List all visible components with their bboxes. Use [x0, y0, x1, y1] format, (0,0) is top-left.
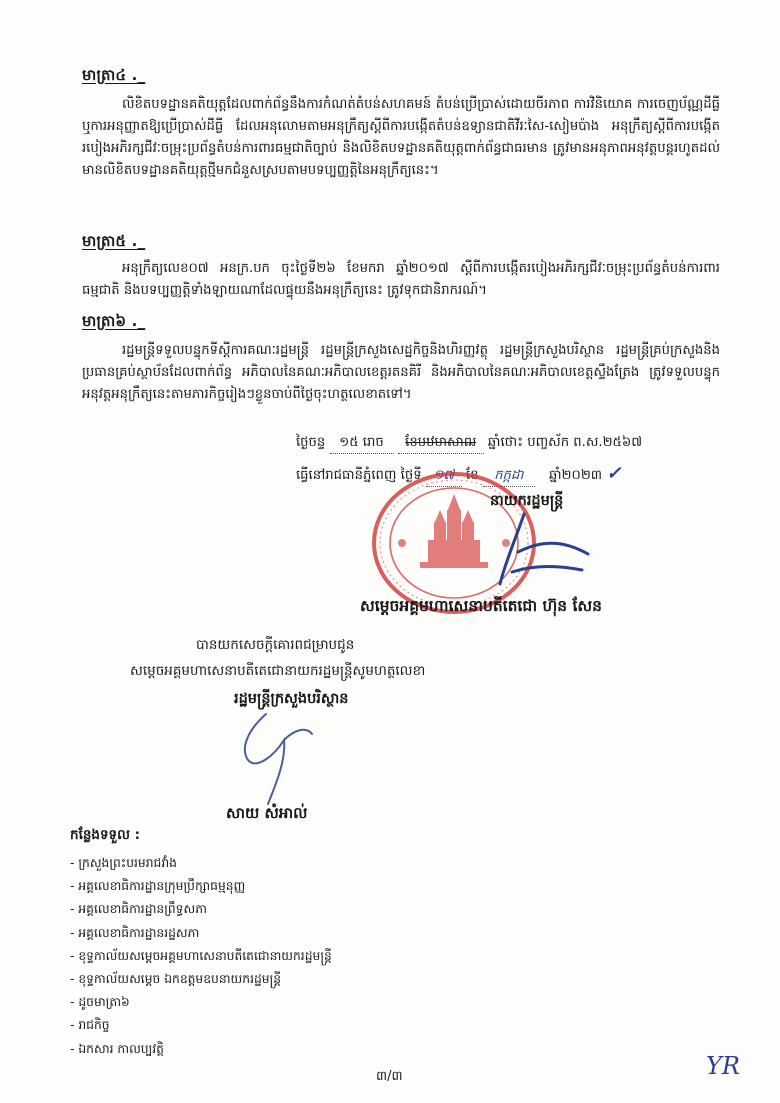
article-5-heading: មាត្រា៥ ._	[82, 232, 146, 250]
lunar-year: ឆ្នាំថោះ បញ្ចស័ក ព.ស.២៥៦៧	[487, 435, 643, 450]
place-and-day-label: ធ្វើនៅរាជធានីភ្នំពេញ ថ្ងៃទី	[296, 468, 422, 483]
checkmark-icon: ✓	[606, 463, 622, 484]
solar-month: កក្កដា	[483, 467, 535, 487]
article-6-body: រដ្ឋមន្ត្រីទទួលបន្ទុកទីស្តីការគណៈរដ្ឋមន្ត្រី រដ្ឋមន្ត្រីក្រសួងសេដ្ឋកិច្ចនិងហិរញ្ញវត្ថុ រដ្ឋមន្ត្រីក្រសួងបរិស្ថាន រដ្ឋមន្ត្រីគ្រប់ក្រសួងនិងប្រធានគ្រប់ស្ថាប័នដែលពាក់ព័ន្ធ អភិបាលនៃគណៈអភិបាលខេត្តរតនគិរី និងអភិបាលនៃគណៈអភិបាលខេត្តស្ទឹងត្រែង ត្រូវទទួលបន្ទុកអនុវត្តអនុក្រឹត្យនេះតាមភារកិច្ចរៀងៗខ្លួនចាប់ពីថ្ងៃចុះហត្ថលេខាតទៅ។	[82, 343, 720, 402]
lunar-month: ខែបឋមាសាឍ	[398, 434, 484, 454]
lunar-day-of-week: ថ្ងៃចន្ទ	[296, 435, 326, 450]
lunar-date-line	[296, 434, 642, 454]
article-5-body: អនុក្រឹត្យលេខ០៧ អនក្រ.បក ចុះថ្ងៃទី២៦ ខែមករា ឆ្នាំ២០១៧ ស្តីពីការបង្កើតរបៀងអភិរក្សជីវៈចម្រុះប្រព័ន្ធតំបន់ការពារធម្មជាតិ និងបទប្បញ្ញត្តិទាំងឡាយណាដែលផ្ទុយនឹងអនុក្រឹត្យនេះ ត្រូវទុកជានិរាករណ៍។	[82, 261, 720, 298]
minister-name: សាយ សំអាល់	[226, 804, 308, 822]
list-item: - អគ្គលេខាធិការដ្ឋានព្រឹទ្ធសភា	[70, 902, 207, 917]
list-item: - រាជកិច្ច	[70, 1018, 110, 1033]
prime-minister-signature	[476, 508, 596, 588]
list-item: - ខុទ្ទកាល័យសម្តេច ឯកឧត្តមឧបនាយករដ្ឋមន្ត្រី	[70, 971, 282, 986]
month-label: ខែ	[465, 468, 479, 483]
list-item: - អគ្គលេខាធិការដ្ឋានក្រុមប្រឹក្សាធម្មនុញ្ញ	[70, 879, 246, 894]
list-item: - ខុទ្ទកាល័យសម្តេចអគ្គមហាសេនាបតីតេជោនាយករដ្ឋមន្ត្រី	[70, 948, 332, 963]
minister-signature	[226, 700, 336, 810]
article-5-text	[82, 258, 720, 302]
submission-line-2: សម្តេចអគ្គមហាសេនាបតីតេជោនាយករដ្ឋមន្ត្រីសូមហត្ថលេខា	[130, 663, 426, 679]
list-item: - អគ្គលេខាធិការដ្ឋានរដ្ឋសភា	[70, 925, 200, 940]
article-4-text	[82, 94, 720, 182]
handwritten-initials: YR	[706, 1052, 740, 1080]
signatory-name: សម្តេចអគ្គមហាសេនាបតីតេជោ ហ៊ុន សែន	[360, 597, 603, 615]
minister-title: រដ្ឋមន្ត្រីក្រសួងបរិស្ថាន	[234, 691, 349, 707]
article-6-heading: មាត្រា៦ ._	[82, 312, 146, 330]
solar-day: ១៧	[426, 467, 462, 487]
signatory-title: នាយករដ្ឋមន្ត្រី	[490, 493, 564, 509]
article-4-heading: មាត្រា៤ ._	[82, 66, 146, 84]
article-4-body: លិខិតបទដ្ឋានគតិយុត្តដែលពាក់ព័ន្ធនឹងការកំណត់តំបន់សហគមន៍ តំបន់ប្រើប្រាស់ដោយចីរភាព ការវិនិយោគ ការចេញប័ណ្ណដីធ្លី ឬការអនុញ្ញាតឱ្យប្រើប្រាស់ដីធ្លី ដែលអនុលោមតាមអនុក្រឹត្យស្តីពីការបង្កើតតំបន់ឧទ្យានជាតិវីរៈសៃ-សៀមប៉ាង អនុក្រឹត្យស្តីពីការបង្កើតរបៀងអភិរក្សជីវៈចម្រុះប្រព័ន្ធតំបន់ការពារធម្មជាតិច្បាប់ និងលិខិតបទដ្ឋានគតិយុត្តពាក់ព័ន្ធជាធរមាន ត្រូវមានអនុភាពអនុវត្តបន្តរហូតដល់មានលិខិតបទដ្ឋានគតិយុត្តថ្មីមកជំនួសស្របតាមបទប្បញ្ញត្តិនៃអនុក្រឹត្យនេះ។	[82, 97, 720, 178]
list-item: - ឯកសារ កាលប្បវត្តិ	[70, 1041, 164, 1056]
solar-year: ឆ្នាំ២០២៣	[548, 468, 603, 483]
recipients-list	[70, 852, 332, 1061]
page-number: ៣/៣	[376, 1069, 403, 1084]
article-6-text	[82, 340, 720, 406]
submission-line-1: បានយកសេចក្តីគោរពជម្រាបជូន	[196, 637, 355, 653]
list-item: - ដូចមាត្រា៦	[70, 995, 130, 1010]
list-item: - ក្រសួងព្រះបរមរាជវាំង	[70, 856, 177, 870]
lunar-day: ១៥ រោច	[330, 434, 394, 454]
recipients-title: កន្លែងទទួល :	[70, 827, 141, 843]
